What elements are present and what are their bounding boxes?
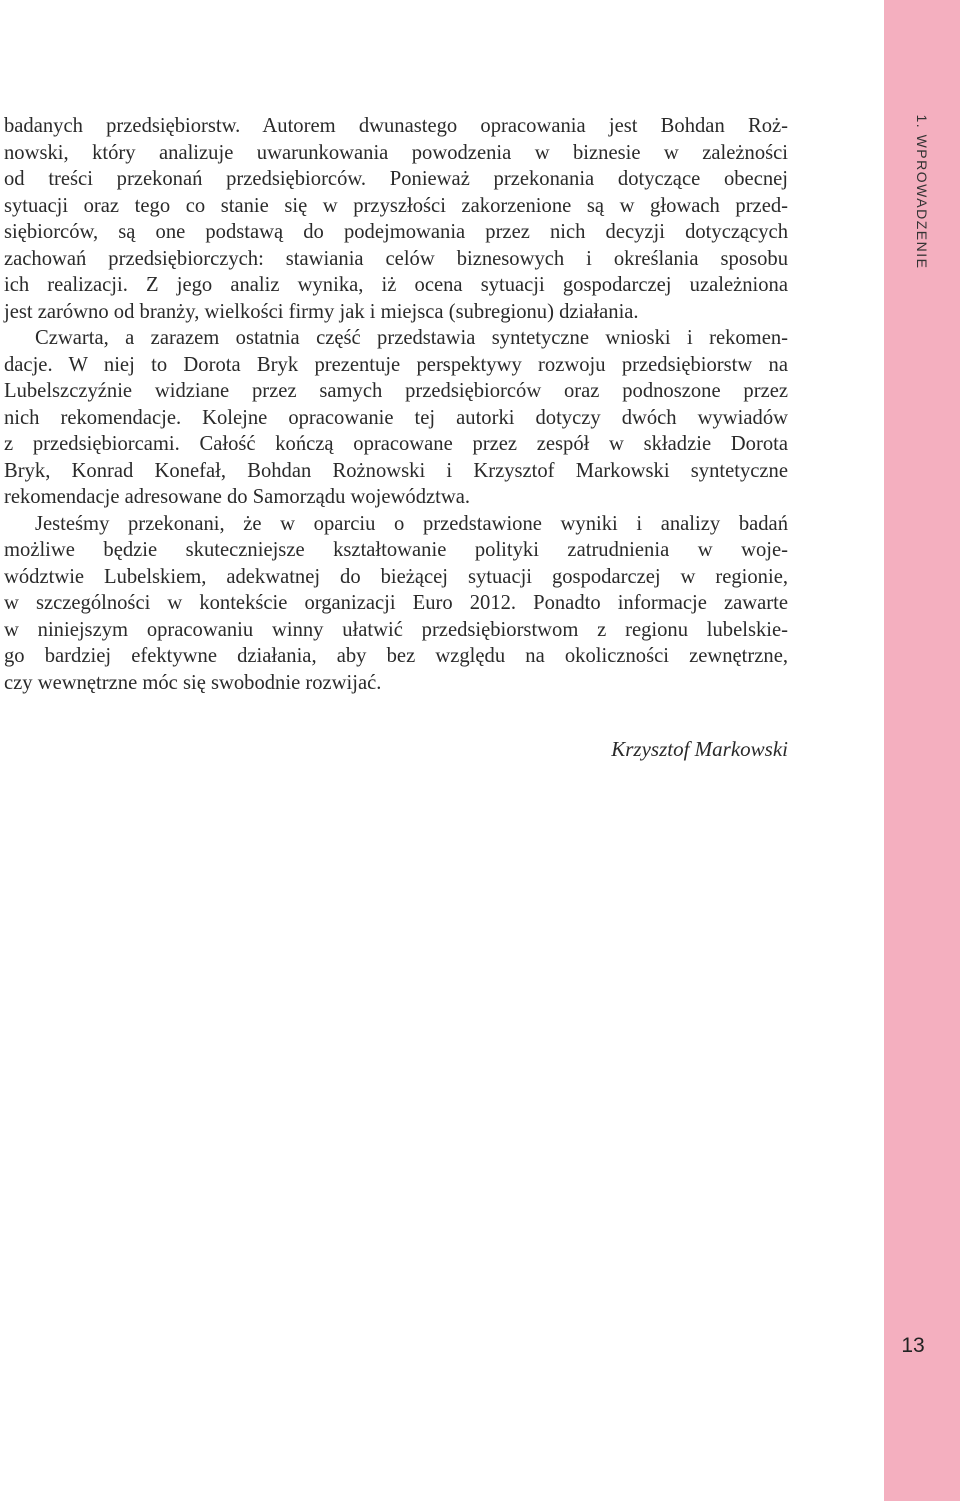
chapter-label: 1. WPROWADZENIE: [914, 114, 930, 270]
text-line: rekomendacje adresowane do Samorządu województwa.: [4, 486, 471, 508]
page-number: 13: [901, 1334, 925, 1357]
text-line: nich rekomendacje. Kolejne opracowanie tej autorki dotyczy dwóch wywiadów: [4, 406, 788, 429]
text-line: możliwe będzie skuteczniejsze kształtowanie polityki zatrudnienia w woje-: [4, 539, 788, 561]
text-line: wództwie Lubelskiem, adekwatnej do bieżącej sytuacji gospodarczej w regionie,: [4, 565, 788, 588]
text-line: go bardziej efektywne działania, aby bez względu na okoliczności zewnętrzne,: [4, 645, 788, 667]
text-line: w szczególności w kontekście organizacji Euro 2012. Ponadto informacje zawarte: [4, 592, 788, 614]
text-line: Jesteśmy przekonani, że w oparciu o przedstawione wyniki i analizy badań: [35, 512, 788, 535]
text-line: Lubelszczyźnie widziane przez samych przedsiębiorców oraz podnoszone przez: [4, 380, 788, 402]
text-line: ich realizacji. Z jego analiz wynika, iż ocena sytuacji gospodarczej uzależniona: [4, 274, 788, 296]
text-line: Bryk, Konrad Konefał, Bohdan Rożnowski i Krzysztof Markowski syntetyczne: [4, 459, 788, 482]
text-line: badanych przedsiębiorstw. Autorem dwunastego opracowania jest Bohdan Roż-: [4, 115, 788, 137]
text-line: od treści przekonań przedsiębiorców. Ponieważ przekonania dotyczące obecnej: [4, 168, 788, 190]
text-line: dacje. W niej to Dorota Bryk prezentuje perspektywy rozwoju przedsiębiorstw na: [4, 353, 788, 376]
body-text: [4, 113, 788, 696]
text-line: nowski, który analizuje uwarunkowania powodzenia w biznesie w zależności: [4, 141, 788, 164]
text-line: Czwarta, a zarazem ostatnia część przedstawia syntetyczne wnioski i rekomen-: [35, 327, 788, 349]
text-line: sytuacji oraz tego co stanie się w przyszłości zakorzenione są w głowach przed-: [4, 194, 788, 217]
text-line: zachowań przedsiębiorczych: stawiania celów biznesowych i określania sposobu: [4, 247, 788, 270]
text-line: czy wewnętrzne móc się swobodnie rozwijać.: [4, 671, 382, 694]
text-line: siębiorców, są one podstawą do podejmowania przez nich decyzji dotyczących: [4, 221, 788, 243]
text-line: jest zarówno od branży, wielkości firmy jak i miejsca (subregionu) działania.: [4, 300, 639, 323]
author-signature: Krzysztof Markowski: [611, 737, 788, 761]
text-line: z przedsiębiorcami. Całość kończą opracowane przez zespół w składzie Dorota: [4, 433, 788, 455]
text-line: w niniejszym opracowaniu winny ułatwić przedsiębiorstwom z regionu lubelskie-: [4, 618, 788, 641]
